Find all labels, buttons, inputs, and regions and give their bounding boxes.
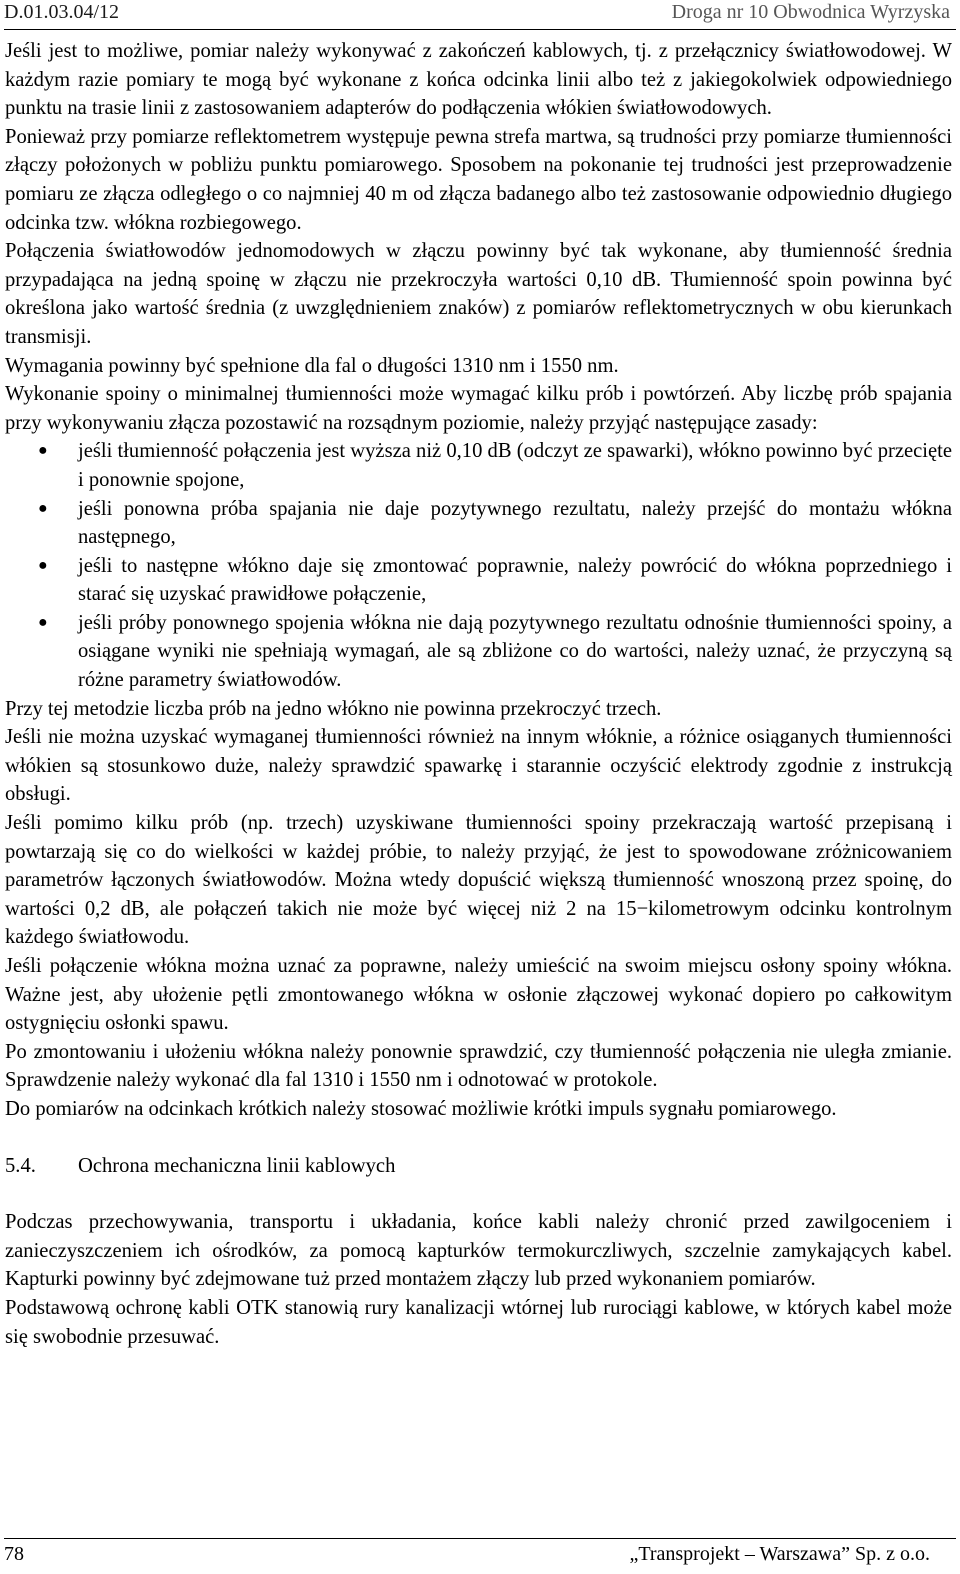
list-item: ● jeśli próby ponownego spojenia włókna nie dają pozytywnego rezultatu odnośnie tłumienności spoiny, a osiągane wyniki nie spełniają wymagań, ale są zbliżone co do wartości, należy uznać, że przyczyną są różne parametry światłowodów. bbox=[5, 609, 952, 695]
paragraph: Połączenia światłowodów jednomodowych w złączu powinny być tak wykonane, aby tłumienność średnia przypadająca na jedną spoinę w złączu nie przekroczyła wartości 0,10 dB. Tłumienność spoin powinna być określona jako wartość średnia (z uwzględnieniem znaków) z pomiarów reflektometrycznych w obu kierunkach transmisji. bbox=[5, 240, 952, 348]
paragraph: Podstawową ochronę kabli OTK stanowią rury kanalizacji wtórnej lub rurociągi kablowe, w których kabel może się swobodnie przesuwać. bbox=[5, 1296, 952, 1348]
rules-list bbox=[5, 437, 952, 694]
spacer bbox=[5, 1180, 952, 1208]
company-name: „Transprojekt – Warszawa” Sp. z o.o. bbox=[629, 1543, 930, 1565]
section-number: 5.4. bbox=[5, 1154, 36, 1177]
page-number: 78 bbox=[4, 1543, 24, 1565]
section-heading bbox=[5, 1152, 952, 1181]
paragraph: Jeśli nie można uzyskać wymaganej tłumienności również na innym włóknie, a różnice osiąganych tłumienności włókien są stosunkowo duże, należy sprawdzić spawarkę i starannie oczyścić elektrody zgodnie z instrukcją obsługi. bbox=[5, 726, 952, 806]
section-title: Ochrona mechaniczna linii kablowych bbox=[78, 1154, 396, 1177]
paragraph: Ponieważ przy pomiarze reflektometrem występuje pewna strefa martwa, są trudności przy pomiarze tłumienności złączy położonych w pobliżu punktu pomiarowego. Sposobem na pokonanie tej trudności jest przeprowadzenie pomiaru ze złącza odległego o co najmniej 40 m od złącza badanego albo też zastosowanie odpowiednio długiego odcinka tzw. włókna rozbiegowego. bbox=[5, 125, 952, 234]
document-code: D.01.03.04/12 bbox=[4, 1, 119, 23]
list-item: ● jeśli to następne włókno daje się zmontować poprawnie, należy powrócić do włókna poprzedniego i starać się uzyskać prawidłowe połączenie, bbox=[5, 552, 952, 609]
paragraph: Przy tej metodzie liczba prób na jedno włókno nie powinna przekroczyć trzech. bbox=[5, 697, 662, 720]
page-header bbox=[4, 0, 950, 28]
list-item: ● jeśli tłumienność połączenia jest wyższa niż 0,10 dB (odczyt ze spawarki), włókno powinno być przecięte i ponownie spojone, bbox=[5, 437, 952, 494]
header-divider bbox=[4, 29, 956, 30]
paragraph: Podczas przechowywania, transportu i układania, końce kabli należy chronić przed zawilgoceniem i zanieczyszczeniem ich ośrodków, za pomocą kapturków termokurczliwych, szczelnie zamykających kabel. Kapturki powinny być zdejmowane tuż przed montażem złączy lub przed wykonaniem pomiarów. bbox=[5, 1211, 952, 1291]
project-title: Droga nr 10 Obwodnica Wyrzyska bbox=[671, 1, 950, 23]
paragraph: Jeśli pomimo kilku prób (np. trzech) uzyskiwane tłumienności spoiny przekraczają wartość przepisaną i powtarzają się co do wielkości w każdej próbie, to należy przyjąć, że jest to spowodowane zróżnicowaniem parametrów łączonych światłowodów. Można wtedy dopuścić większą tłumienność wnoszoną przez spoinę, do wartości 0,2 dB, ale połączeń takich nie może być więcej niż 2 na 15−kilometrowym odcinku kontrolnym każdego światłowodu. bbox=[5, 812, 952, 949]
paragraph: Do pomiarów na odcinkach krótkich należy stosować możliwie krótki impuls sygnału pomiarowego. bbox=[5, 1097, 837, 1120]
paragraph: Wykonanie spoiny o minimalnej tłumienności może wymagać kilku prób i powtórzeń. Aby liczbę prób spajania przy wykonywaniu złącza pozostawić na rozsądnym poziomie, należy przyjąć następujące zasady: bbox=[5, 383, 952, 434]
paragraph: Po zmontowaniu i ułożeniu włókna należy ponownie sprawdzić, czy tłumienność połączenia nie uległa zmianie. Sprawdzenie należy wykonać dla fal 1310 i 1550 nm i odnotować w protokole. bbox=[5, 1040, 952, 1092]
paragraph: Wymagania powinny być spełnione dla fal o długości 1310 nm i 1550 nm. bbox=[5, 354, 619, 377]
page-footer bbox=[4, 1538, 930, 1568]
document-body bbox=[5, 37, 952, 1351]
list-item: ● jeśli ponowna próba spajania nie daje pozytywnego rezultatu, należy przejść do montażu włókna następnego, bbox=[5, 495, 952, 552]
paragraph: Jeśli połączenie włókna można uznać za poprawne, należy umieścić na swoim miejscu osłony spoiny włókna. Ważne jest, aby ułożenie pętli zmontowanego włókna w osłonie złączowej wykonać dopiero po całkowitym ostygnięciu osłonki spawu. bbox=[5, 955, 952, 1035]
paragraph: Jeśli jest to możliwe, pomiar należy wykonywać z zakończeń kablowych, tj. z przełącznicy światłowodowej. W każdym razie pomiary te mogą być wykonane z końca odcinka linii albo też z jakiegokolwiek odpowiedniego punktu na trasie linii z zastosowaniem adapterów do podłączenia włókien światłowodowych. bbox=[5, 40, 952, 120]
